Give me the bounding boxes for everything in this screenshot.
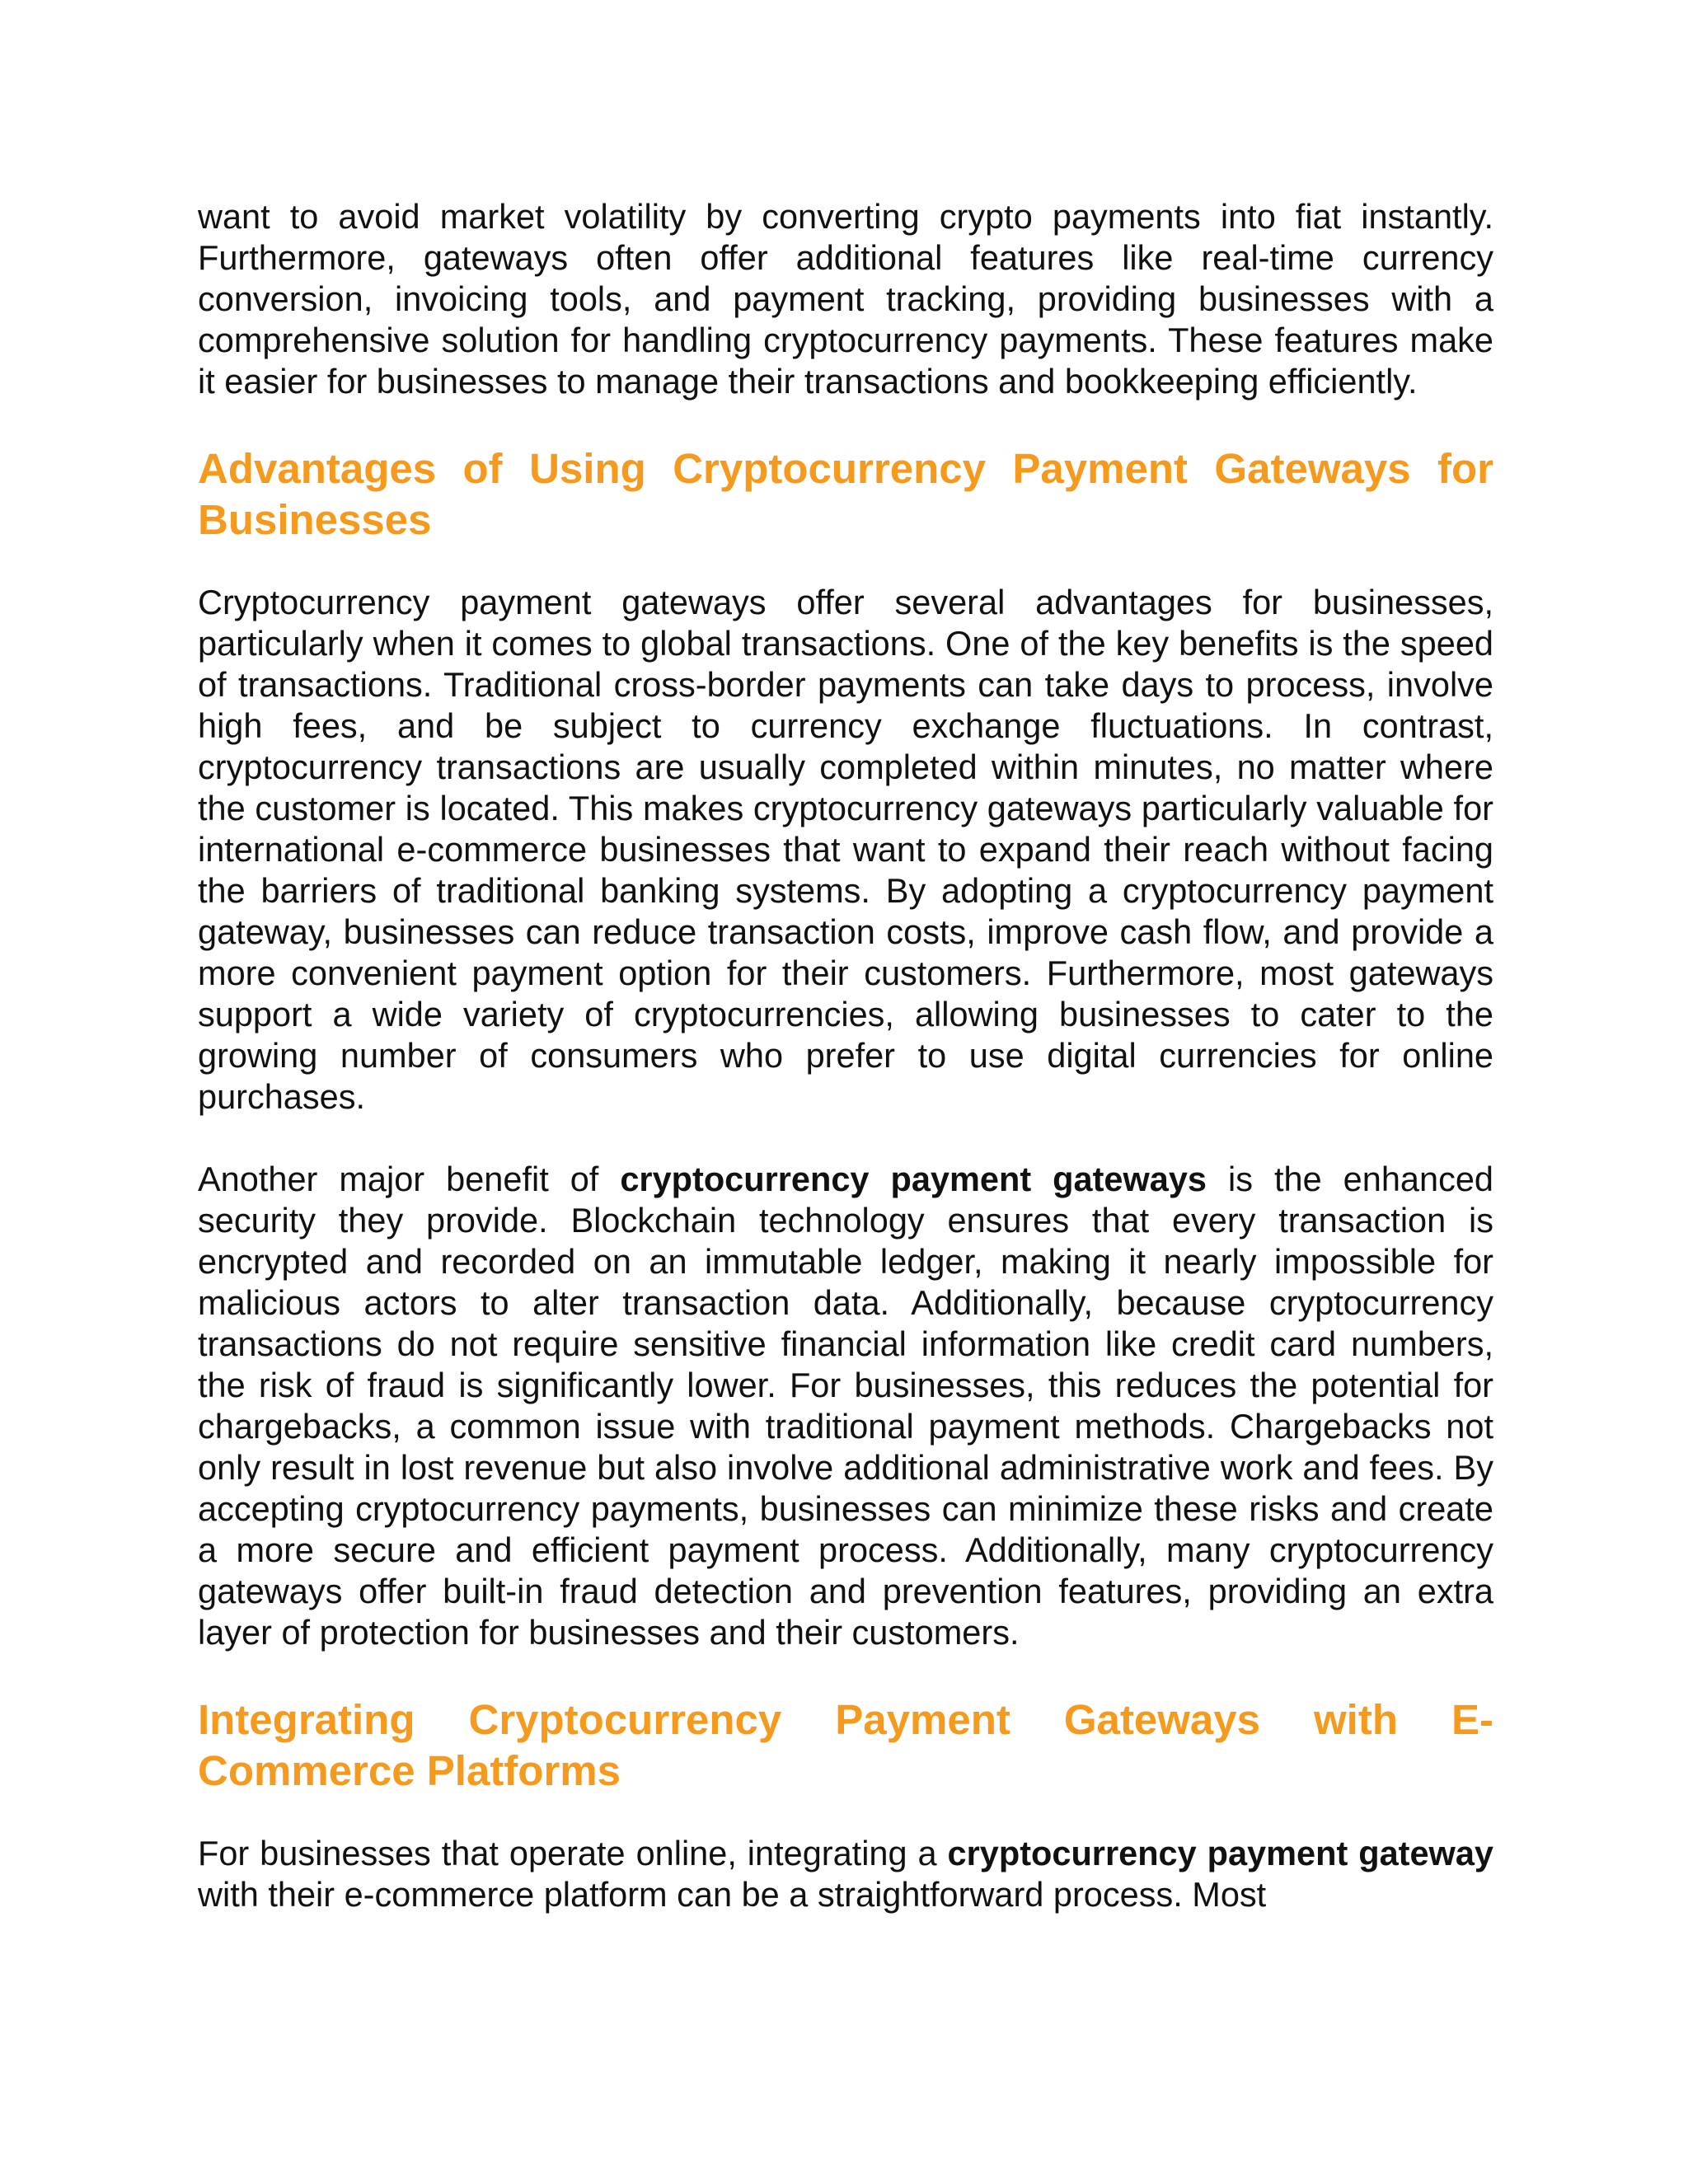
advantages-paragraph-2-start: Another major benefit of <box>198 1160 621 1198</box>
keyword-bold: cryptocurrency payment gateway <box>947 1834 1493 1872</box>
advantages-paragraph-2 <box>198 1159 1493 1653</box>
section-heading-integrating: Integrating Cryptocurrency Payment Gateways with E-Commerce Platforms <box>198 1696 1493 1794</box>
intro-paragraph: want to avoid market volatility by converting crypto payments into fiat instantly. Furthermore, gateways often offer additional features like real-time currency conversion, invoicing tools, and payment tracking, providing businesses with a comprehensive solution for handling cryptocurrency payments. These features make it easier for businesses to manage their transactions and bookkeeping efficiently. <box>198 197 1493 401</box>
advantages-paragraph-1: Cryptocurrency payment gateways offer several advantages for businesses, particularly when it comes to global transactions. One of the key benefits is the speed of transactions. Traditional cross-border payments can take days to process, involve high fees, and be subject to currency exchange fluctuations. In contrast, cryptocurrency transactions are usually completed within minutes, no matter where the customer is located. This makes cryptocurrency gateways particularly valuable for international e-commerce businesses that want to expand their reach without facing the barriers of traditional banking systems. By adopting a cryptocurrency payment gateway, businesses can reduce transaction costs, improve cash flow, and provide a more convenient payment option for their customers. Furthermore, most gateways support a wide variety of cryptocurrencies, allowing businesses to cater to the growing number of consumers who prefer to use digital currencies for online purchases. <box>198 583 1493 1116</box>
advantages-paragraph-2-end: is the enhanced security they provide. Blockchain technology ensures that every transaction is encrypted and recorded on an immutable ledger, making it nearly impossible for malicious actors to alter transaction data. Additionally, because cryptocurrency transactions do not require sensitive financial information like credit card numbers, the risk of fraud is significantly lower. For businesses, this reduces the potential for chargebacks, a common issue with traditional payment methods. Chargebacks not only result in lost revenue but also involve additional administrative work and fees. By accepting cryptocurrency payments, businesses can minimize these risks and create a more secure and efficient payment process. Additionally, many cryptocurrency gateways offer built-in fraud detection and prevention features, providing an extra layer of protection for businesses and their customers. <box>198 1160 1493 1652</box>
integrating-paragraph-1 <box>198 1833 1493 1915</box>
integrating-paragraph-1-start: For businesses that operate online, integrating a <box>198 1834 948 1872</box>
integrating-paragraph-1-end: with their e-commerce platform can be a straightforward process. Most <box>198 1875 1267 1914</box>
keyword-bold: cryptocurrency payment gateways <box>620 1160 1207 1198</box>
section-heading-advantages: Advantages of Using Cryptocurrency Payment Gateways for Businesses <box>198 445 1493 543</box>
document-page <box>198 196 1493 1915</box>
